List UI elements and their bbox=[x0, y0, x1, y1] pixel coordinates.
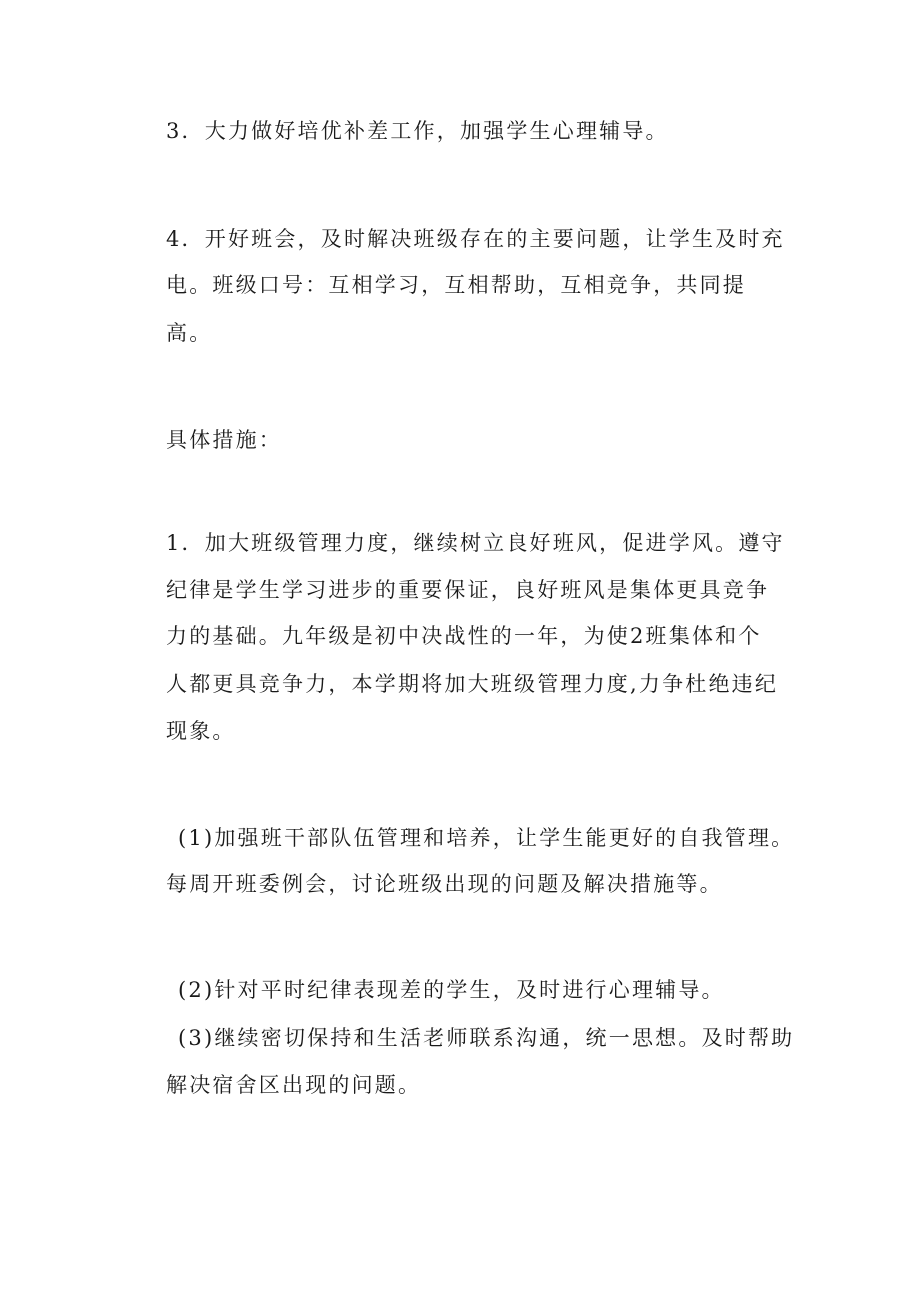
measure-1-line-5: 现象。 bbox=[166, 719, 236, 743]
sub-measure-1-line-2: 每周开班委例会，讨论班级出现的问题及解决措施等。 bbox=[166, 872, 723, 896]
sub-measure-3-line-2: 解决宿舍区出现的问题。 bbox=[166, 1073, 422, 1097]
measures-heading: 具体措施： bbox=[166, 428, 282, 452]
sub-measure-1-line-1: (1)加强班干部队伍管理和培养，让学生能更好的自我管理。 bbox=[178, 826, 795, 850]
item-4-line-3: 高。 bbox=[166, 321, 213, 345]
sub-measure-2-line-1: (2)针对平时纪律表现差的学生，及时进行心理辅导。 bbox=[178, 978, 725, 1002]
item-4-line-1: 4．开好班会，及时解决班级存在的主要问题，让学生及时充 bbox=[166, 227, 785, 251]
measure-1-line-3: 力的基础。九年级是初中决战性的一年，为使2班集体和个 bbox=[166, 624, 762, 648]
measure-1-line-4: 人都更具竞争力，本学期将加大班级管理力度,力争杜绝违纪 bbox=[166, 672, 779, 696]
measure-1-line-2: 纪律是学生学习进步的重要保证，良好班风是集体更具竞争 bbox=[166, 578, 770, 602]
sub-measure-3-line-1: (3)继续密切保持和生活老师联系沟通，统一思想。及时帮助 bbox=[178, 1026, 795, 1050]
measure-1-line-1: 1．加大班级管理力度，继续树立良好班风，促进学风。遵守 bbox=[166, 531, 785, 555]
item-4-line-2: 电。班级口号：互相学习，互相帮助，互相竞争，共同提 bbox=[166, 273, 746, 297]
item-3-text: 3．大力做好培优补差工作，加强学生心理辅导。 bbox=[166, 119, 669, 143]
